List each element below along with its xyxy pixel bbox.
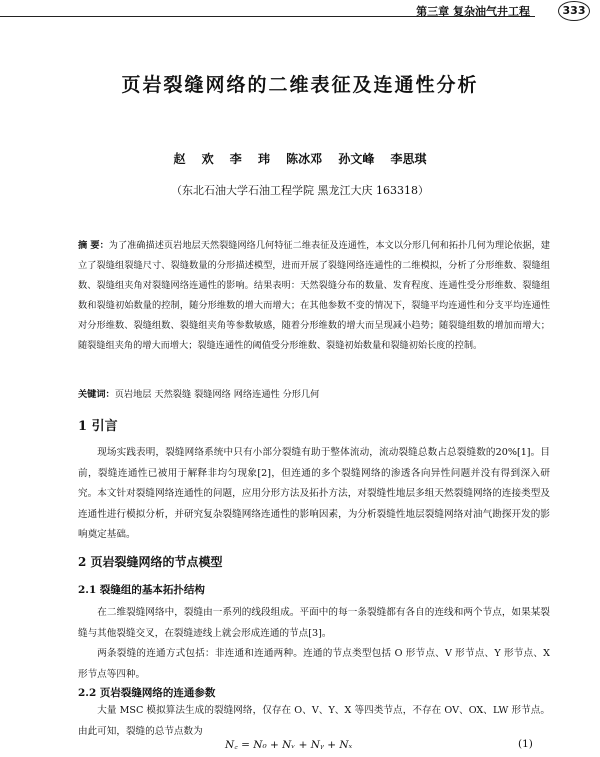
affiliation: （东北石油大学石油工程学院 黑龙江大庆 163318） (171, 184, 429, 197)
subsection-2-2-paragraph: 大量 MSC 模拟算法生成的裂缝网络，仅存在 O、V、Y、X 等四类节点，不存在 OV、OX、LW 形节点。由此可知，裂缝的总节点数为 (78, 705, 550, 737)
keywords-label: 关键词： (78, 389, 115, 400)
equation-1-number: (1) (518, 738, 533, 750)
subsection-2-2-heading: 2.2 页岩裂缝网络的连通参数 (78, 687, 216, 699)
page-number: 333 (558, 1, 590, 21)
abstract-text: 为了准确描述页岩地层天然裂缝网络几何特征二维表征及连通性，本文以分形几何和拓扑几何为理论依据，建立了裂缝组裂缝尺寸、裂缝数量的分形描述模型，进而开展了裂缝网络连通性的二维模拟，分析了分形维数、裂缝组数、裂缝组夹角对裂缝网络连通性的影响。结果表明：天然裂缝分布的数量、发育程度、连通性受分形维数、裂缝组数和裂缝初始数量的控制，随分形维数的增大而增大；在其他参数不变的情况下，裂缝平均连通性和分支平均连通性对分形维数、裂缝组数、裂缝组夹角等参数敏感，随着分形维数的增大而呈现减小趋势；随裂缝组数的增加而增大；随裂缝组夹角的增大而增大；裂缝连通性的阈值受分形维数、裂缝初始数量和裂缝初始长度的控制。 (78, 240, 550, 351)
section-1-paragraph: 现场实践表明，裂缝网络系统中只有小部分裂缝有助于整体流动，流动裂缝总数占总裂缝数的20%[1]。目前，裂缝连通性已被用于解释非均匀现象[2]，但连通的多个裂缝网络的渗透各向异性问题并没有得到深入研究。本文针对裂缝网络连通性的问题，应用分形方法及拓扑方法，对裂缝性地层多组天然裂缝网络的连接类型及连通性进行模拟分析，并研究复杂裂缝网络连通性的影响因素，为分析裂缝性地层裂缝网络对油气勘探开发的影响奠定基础。 (78, 447, 550, 540)
abstract-label: 摘 要： (78, 240, 109, 251)
subsection-2-1-paragraph-1: 在二维裂缝网络中，裂缝由一系列的线段组成。平面中的每一条裂缝都有各自的连线和两个节点，如果某裂缝与其他裂缝交叉，在裂缝迹线上就会形成连通的节点[3]。 (78, 607, 550, 639)
keywords (78, 386, 550, 400)
paper-title: 页岩裂缝网络的二维表征及连通性分析 (121, 74, 479, 96)
keywords-text: 页岩地层 天然裂缝 裂缝网络 网络连通性 分形几何 (114, 389, 320, 400)
authors: 赵 欢 李 玮 陈冰邓 孙文峰 李思琪 (173, 152, 427, 166)
equation-1: N꜀ = N₀ + Nᵥ + Nᵧ + Nₓ (225, 739, 353, 751)
abstract (78, 236, 550, 356)
subsection-2-1-paragraph-2: 两条裂缝的连通方式包括：非连通和连通两种。连通的节点类型包括 O 形节点、V 形节点、Y 形节点、X 形节点等四种。 (78, 648, 550, 680)
running-header: 第三章 复杂油气井工程 (416, 5, 530, 18)
subsection-2-1-heading: 2.1 裂缝组的基本拓扑结构 (78, 584, 205, 596)
section-1-heading: 1 引言 (78, 419, 118, 434)
section-2-heading: 2 页岩裂缝网络的节点模型 (78, 555, 223, 569)
